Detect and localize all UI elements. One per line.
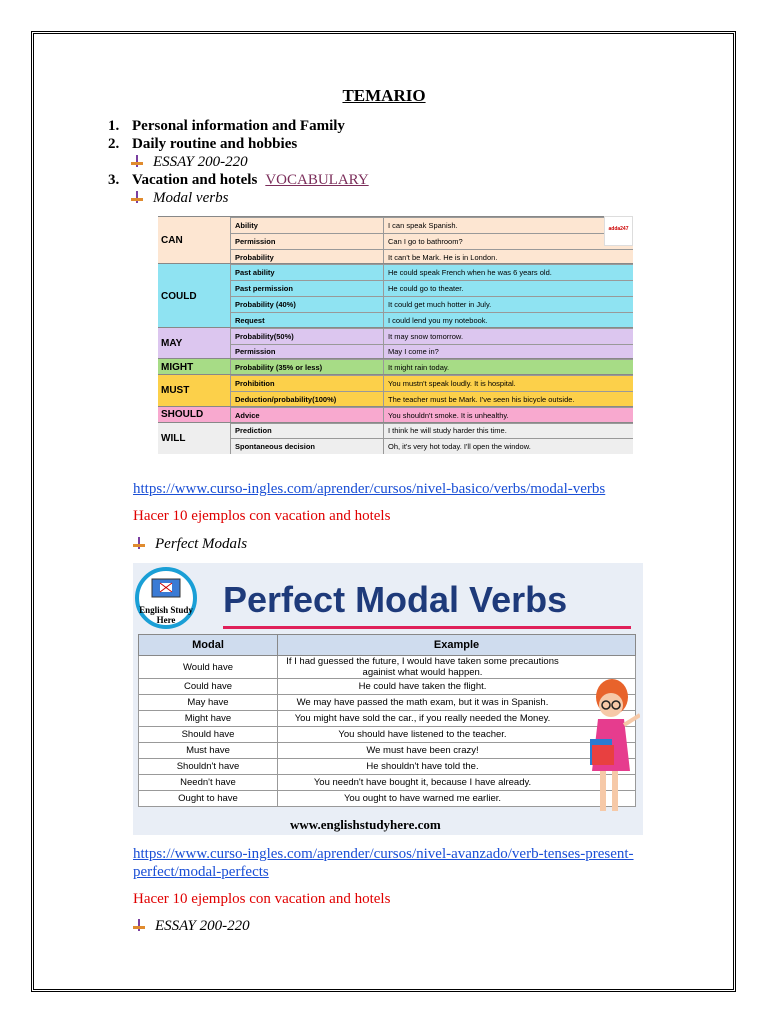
modal-use: Deduction/probability(100%) bbox=[230, 392, 383, 407]
modal-row bbox=[230, 344, 633, 360]
modal-example: May I come in? bbox=[383, 345, 633, 360]
sub-item-text: ESSAY 200-220 bbox=[153, 154, 248, 170]
task-instruction-2: Hacer 10 ejemplos con vacation and hotels bbox=[133, 891, 391, 907]
table-row bbox=[139, 695, 636, 711]
modal-use: Advice bbox=[230, 408, 383, 423]
example-cell: He could have taken the flight. bbox=[278, 679, 636, 695]
teacher-illustration bbox=[578, 675, 640, 815]
modal-example: It could get much hotter in July. bbox=[383, 297, 633, 312]
list-text: Vacation and hotels bbox=[132, 172, 258, 188]
example-cell: You should have listened to the teacher. bbox=[278, 727, 636, 743]
modal-example: Oh, it's very hot today. I'll open the window. bbox=[383, 439, 633, 454]
modal-example: I could lend you my notebook. bbox=[383, 313, 633, 328]
perfect-modals-title: Perfect Modal Verbs bbox=[223, 579, 568, 620]
modal-example: You shouldn't smoke. It is unhealthy. bbox=[383, 408, 633, 423]
example-cell: You might have sold the car., if you really needed the Money. bbox=[278, 711, 636, 727]
modal-cell: Needn't have bbox=[139, 775, 278, 791]
modal-label: CAN bbox=[161, 235, 183, 247]
modal-use: Permission bbox=[230, 234, 383, 249]
modal-cell: Should have bbox=[139, 727, 278, 743]
list-text: Daily routine and hobbies bbox=[132, 136, 298, 152]
example-cell: We must have been crazy! bbox=[278, 743, 636, 759]
example-cell: You needn't have bought it, because I have already. bbox=[278, 775, 636, 791]
example-cell: If I had guessed the future, I would have taken some precautions againist what would happen. bbox=[278, 656, 636, 679]
modal-group bbox=[158, 216, 633, 264]
sub-item-perfect-modals bbox=[133, 536, 247, 553]
modal-example: You mustn't speak loudly. It is hospital. bbox=[383, 376, 633, 391]
title-underline bbox=[223, 626, 631, 629]
table-row bbox=[139, 727, 636, 743]
modal-use: Permission bbox=[230, 345, 383, 360]
sub-item-essay bbox=[131, 154, 248, 171]
modal-row bbox=[230, 264, 633, 280]
modal-row bbox=[230, 233, 633, 249]
example-cell: You ought to have warned me earlier. bbox=[278, 791, 636, 807]
page-title: TEMARIO bbox=[342, 86, 426, 105]
bullet-icon bbox=[131, 155, 143, 167]
modal-cell: Ought to have bbox=[139, 791, 278, 807]
modal-group bbox=[158, 422, 633, 455]
modal-cell: Might have bbox=[139, 711, 278, 727]
modal-cell: Shouldn't have bbox=[139, 759, 278, 775]
table-row bbox=[139, 791, 636, 807]
modal-label: SHOULD bbox=[161, 409, 204, 421]
list-item-1 bbox=[108, 118, 345, 135]
english-study-here-logo bbox=[135, 567, 197, 629]
modal-cell: May have bbox=[139, 695, 278, 711]
table-row bbox=[139, 743, 636, 759]
modal-use: Prohibition bbox=[230, 376, 383, 391]
modal-row bbox=[230, 375, 633, 391]
sub-item-text: ESSAY 200-220 bbox=[155, 918, 250, 934]
modal-cell: Would have bbox=[139, 656, 278, 679]
list-item-2 bbox=[108, 136, 297, 153]
modal-use: Probability (40%) bbox=[230, 297, 383, 312]
modal-label: WILL bbox=[161, 432, 186, 444]
bullet-icon bbox=[131, 191, 143, 203]
list-number: 2. bbox=[108, 136, 120, 152]
list-item-3 bbox=[108, 172, 369, 189]
modal-group bbox=[158, 327, 633, 360]
modal-use: Past ability bbox=[230, 265, 383, 280]
adda247-logo: adda247 bbox=[604, 216, 633, 246]
sub-item-text: Modal verbs bbox=[153, 190, 229, 206]
modal-label: MAY bbox=[161, 338, 183, 349]
modal-example: It may snow tomorrow. bbox=[383, 329, 633, 344]
vocabulary-link[interactable]: VOCABULARY bbox=[265, 172, 369, 188]
modal-label: MUST bbox=[161, 385, 190, 397]
table-row bbox=[139, 656, 636, 679]
modal-use: Ability bbox=[230, 218, 383, 233]
modal-example: The teacher must be Mark. I've seen his bicycle outside. bbox=[383, 392, 633, 407]
logo-text: English Study Here bbox=[139, 605, 193, 625]
bullet-icon bbox=[133, 537, 145, 549]
modal-row bbox=[230, 423, 633, 439]
list-text: Personal information and Family bbox=[132, 118, 345, 134]
perfect-modals-image bbox=[133, 563, 643, 835]
modal-use: Probability(50%) bbox=[230, 329, 383, 344]
perfect-modals-link-line1[interactable]: https://www.curso-ingles.com/aprender/cursos/nivel-avanzado/verb-tenses-present- bbox=[133, 846, 634, 862]
table-row bbox=[139, 759, 636, 775]
modal-label: MIGHT bbox=[161, 361, 194, 373]
sub-item-text: Perfect Modals bbox=[155, 536, 248, 552]
modal-use: Probability (35% or less) bbox=[230, 360, 383, 375]
modal-row bbox=[230, 391, 633, 407]
perfect-modals-link-line2[interactable]: perfect/modal-perfects bbox=[133, 864, 269, 880]
table-row bbox=[139, 711, 636, 727]
modal-group bbox=[158, 374, 633, 407]
modal-group bbox=[158, 358, 633, 375]
modal-label: COULD bbox=[161, 290, 197, 302]
modal-verbs-table bbox=[158, 216, 633, 469]
column-header: Example bbox=[278, 635, 636, 656]
modal-row bbox=[230, 312, 633, 328]
modal-row bbox=[230, 328, 633, 344]
modal-example: It can't be Mark. He is in London. bbox=[383, 250, 633, 265]
modal-cell: Must have bbox=[139, 743, 278, 759]
modal-group bbox=[158, 406, 633, 423]
modal-row bbox=[230, 296, 633, 312]
modal-row bbox=[230, 359, 633, 375]
perfect-modals-table bbox=[138, 634, 636, 807]
modal-row bbox=[230, 217, 633, 233]
modal-use: Prediction bbox=[230, 424, 383, 439]
modal-row bbox=[230, 249, 633, 265]
modal-use: Past permission bbox=[230, 281, 383, 296]
list-number: 3. bbox=[108, 172, 120, 188]
modal-use: Probability bbox=[230, 250, 383, 265]
table-row bbox=[139, 775, 636, 791]
modal-row bbox=[230, 280, 633, 296]
modal-example: He could go to theater. bbox=[383, 281, 633, 296]
column-header: Modal bbox=[139, 635, 278, 656]
modal-example: I think he will study harder this time. bbox=[383, 424, 633, 439]
task-instruction-1: Hacer 10 ejemplos con vacation and hotels bbox=[133, 508, 391, 524]
modal-example: He could speak French when he was 6 years old. bbox=[383, 265, 633, 280]
modal-verbs-link[interactable]: https://www.curso-ingles.com/aprender/cursos/nivel-basico/verbs/modal-verbs bbox=[133, 481, 606, 497]
bullet-icon bbox=[133, 919, 145, 931]
table-row bbox=[139, 679, 636, 695]
modal-example: Can I go to bathroom? bbox=[383, 234, 633, 249]
example-cell: We may have passed the math exam, but it was in Spanish. bbox=[278, 695, 636, 711]
modal-example: I can speak Spanish. bbox=[383, 218, 633, 233]
website-url: www.englishstudyhere.com bbox=[290, 817, 441, 832]
modal-cell: Could have bbox=[139, 679, 278, 695]
sub-item-essay-2 bbox=[133, 918, 250, 935]
example-cell: He shouldn't have told the. bbox=[278, 759, 636, 775]
sub-item-modal-verbs bbox=[131, 190, 228, 207]
modal-row bbox=[230, 438, 633, 454]
list-number: 1. bbox=[108, 118, 120, 134]
board-icon bbox=[151, 578, 181, 600]
modal-use: Spontaneous decision bbox=[230, 439, 383, 454]
modal-group bbox=[158, 263, 633, 327]
modal-use: Request bbox=[230, 313, 383, 328]
modal-example: It might rain today. bbox=[383, 360, 633, 375]
modal-row bbox=[230, 407, 633, 423]
